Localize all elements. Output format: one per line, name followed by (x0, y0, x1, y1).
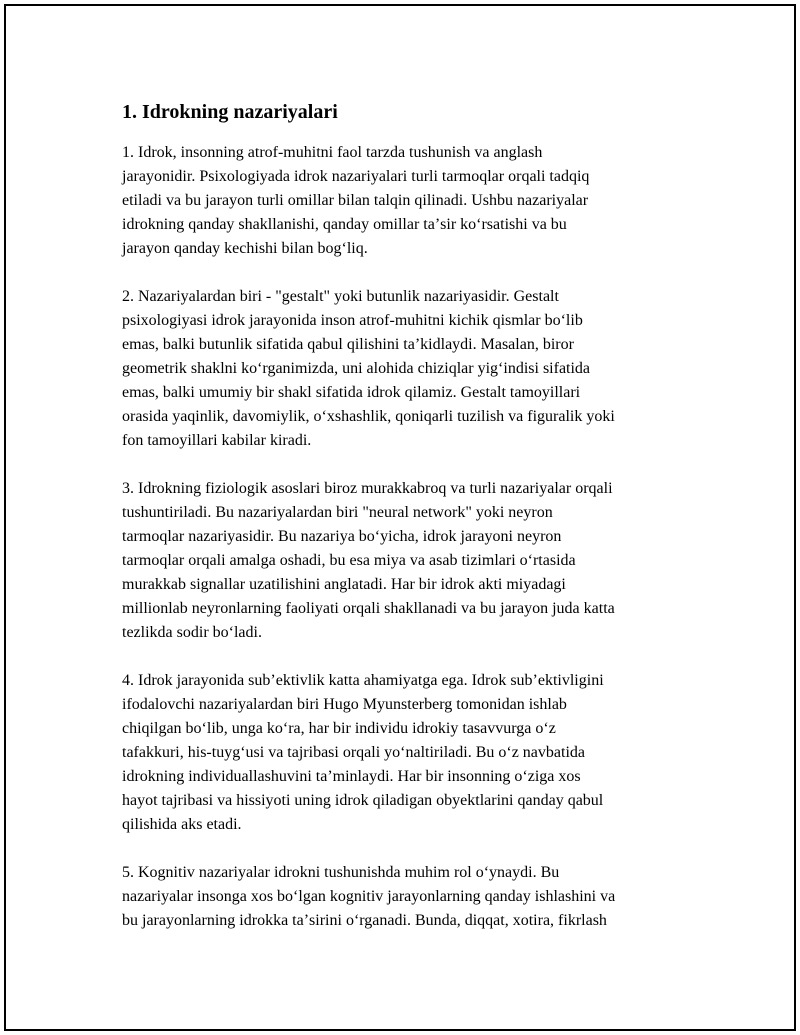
paragraph-line: hayot tajribasi va hissiyoti uning idrok qiladigan obyektlarini qanday qabul (122, 792, 604, 809)
paragraph-line: chiqilgan boʻlib, unga koʻra, har bir individu idrokiy tasavvurga oʻz (122, 720, 556, 737)
paragraph-line: etiladi va bu jarayon turli omillar bilan talqin qilinadi. Ushbu nazariyalar (122, 192, 589, 209)
paragraph-line: bu jarayonlarning idrokka taʼsirini oʻrganadi. Bunda, diqqat, xotira, fikrlash (122, 912, 607, 929)
paragraph-line: ifodalovchi nazariyalardan biri Hugo Myunsterberg tomonidan ishlab (122, 696, 567, 713)
paragraph-line: psixologiyasi idrok jarayonida inson atrof-muhitni kichik qismlar boʻlib (122, 312, 583, 329)
paragraph-line: 3. Idrokning fiziologik asoslari biroz murakkabroq va turli nazariyalar orqali (122, 480, 613, 497)
paragraph (122, 477, 702, 645)
document-content (122, 99, 702, 957)
paragraph-line: emas, balki umumiy bir shakl sifatida idrok qilamiz. Gestalt tamoyillari (122, 384, 581, 401)
paragraph-line: tarmoqlar nazariyasidir. Bu nazariya boʻyicha, idrok jarayoni neyron (122, 528, 562, 545)
paragraph-line: 1. Idrok, insonning atrof-muhitni faol tarzda tushunish va anglash (122, 144, 543, 161)
paragraph-line: tafakkuri, his-tuygʻusi va tajribasi orqali yoʻnaltiriladi. Bu oʻz navbatida (122, 744, 585, 761)
paragraph (122, 141, 702, 261)
paragraph-line: idrokning qanday shakllanishi, qanday omillar taʼsir koʻrsatishi va bu (122, 216, 567, 233)
paragraph-line: emas, balki butunlik sifatida qabul qilishini taʼkidlaydi. Masalan, biror (122, 336, 574, 353)
paragraph-line: 4. Idrok jarayonida subʼektivlik katta ahamiyatga ega. Idrok subʼektivligini (122, 672, 604, 689)
paragraph (122, 285, 702, 453)
paragraph-line: nazariyalar insonga xos boʻlgan kognitiv jarayonlarning qanday ishlashini va (122, 888, 616, 905)
paragraph-line: tarmoqlar orqali amalga oshadi, bu esa miya va asab tizimlari oʻrtasida (122, 552, 576, 569)
paragraph-list (122, 141, 702, 933)
paragraph-line: jarayonidir. Psixologiyada idrok nazariyalari turli tarmoqlar orqali tadqiq (122, 168, 590, 185)
paragraph-line: 5. Kognitiv nazariyalar idrokni tushunishda muhim rol oʻynaydi. Bu (122, 864, 560, 881)
paragraph-line: qilishida aks etadi. (122, 816, 242, 833)
paragraph (122, 669, 702, 837)
paragraph-line: murakkab signallar uzatilishini anglatadi. Har bir idrok akti miyadagi (122, 576, 566, 593)
document-page (4, 4, 796, 1031)
paragraph-line: 2. Nazariyalardan biri - "gestalt" yoki butunlik nazariyasidir. Gestalt (122, 288, 559, 305)
section-heading: 1. Idrokning nazariyalari (122, 101, 338, 123)
paragraph-line: fon tamoyillari kabilar kiradi. (122, 432, 312, 449)
paragraph-line: tezlikda sodir boʻladi. (122, 624, 262, 641)
paragraph-line: orasida yaqinlik, davomiylik, oʻxshashlik, qoniqarli tuzilish va figuralik yoki (122, 408, 615, 425)
paragraph-line: millionlab neyronlarning faoliyati orqali shakllanadi va bu jarayon juda katta (122, 600, 615, 617)
paragraph (122, 861, 702, 933)
paragraph-line: idrokning individuallashuvini taʼminlaydi. Har bir insonning oʻziga xos (122, 768, 581, 785)
paragraph-line: tushuntiriladi. Bu nazariyalardan biri "neural network" yoki neyron (122, 504, 553, 521)
paragraph-line: geometrik shaklni koʻrganimizda, uni alohida chiziqlar yigʻindisi sifatida (122, 360, 591, 377)
paragraph-line: jarayon qanday kechishi bilan bogʻliq. (122, 240, 368, 257)
